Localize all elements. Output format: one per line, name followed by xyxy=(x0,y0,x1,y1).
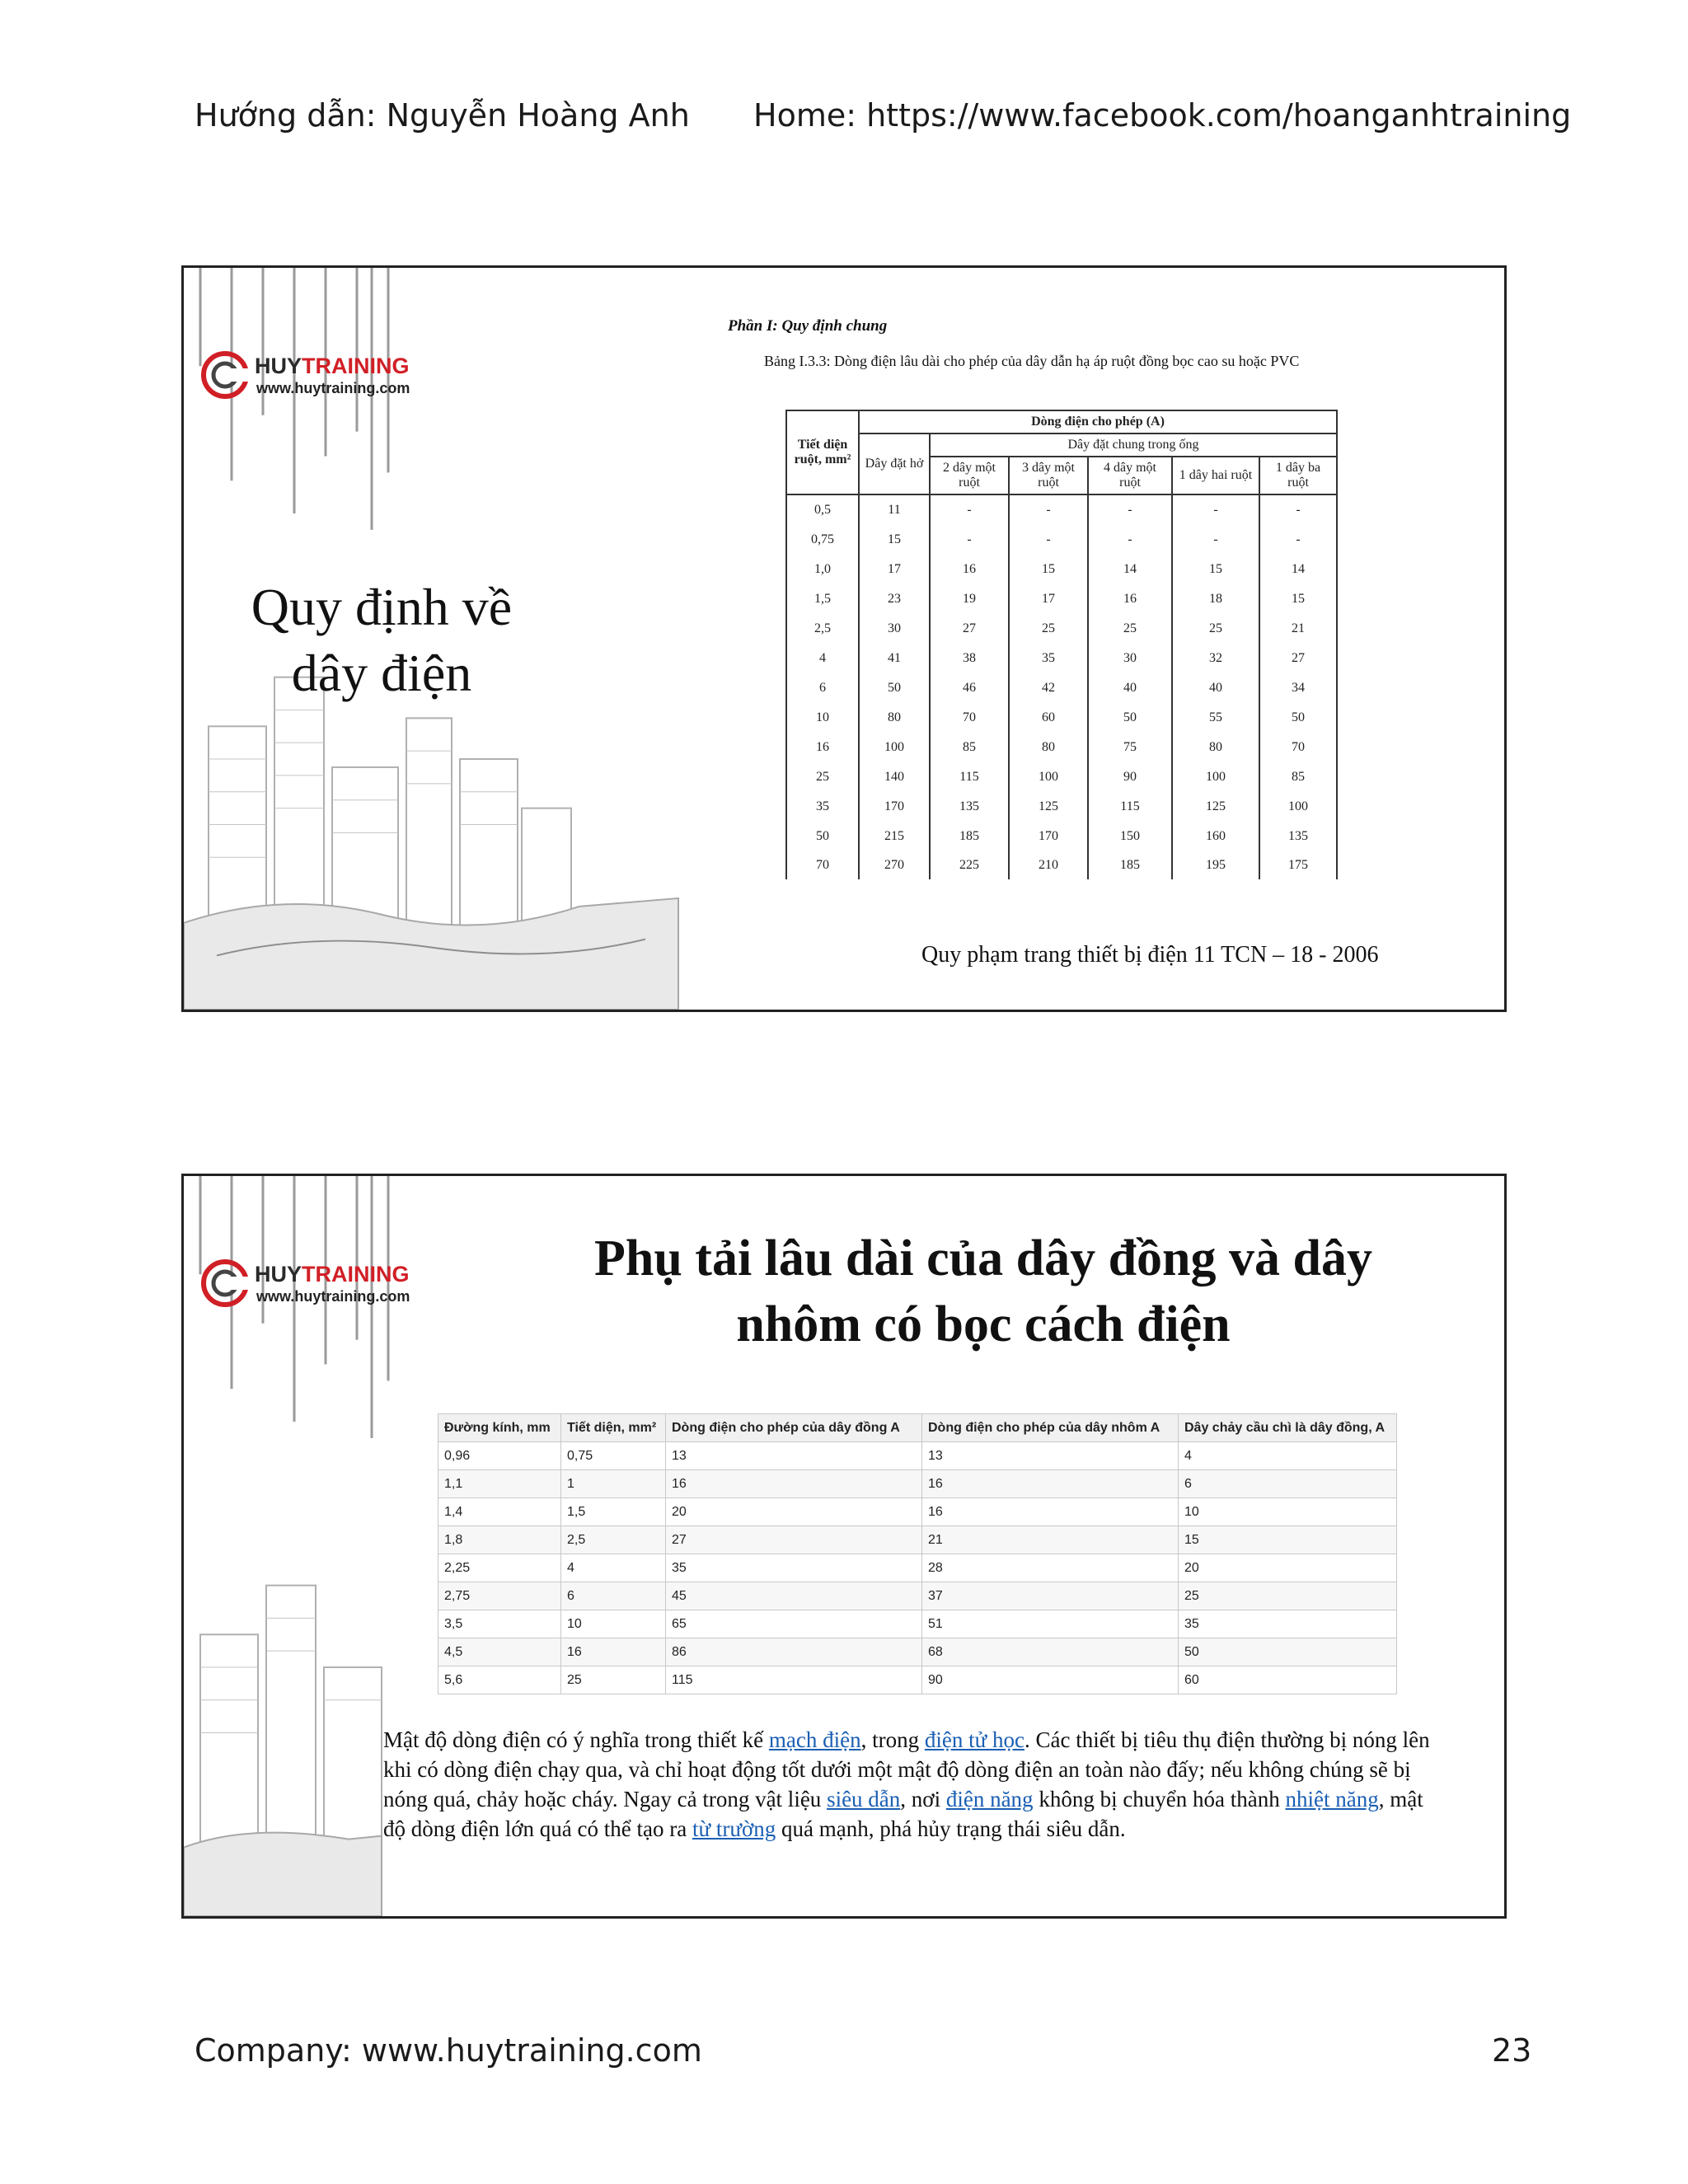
table-cell: 16 xyxy=(930,555,1009,584)
table-cell: 70 xyxy=(786,851,859,879)
table-cell: 17 xyxy=(859,555,930,584)
table-row xyxy=(786,703,1337,733)
table-cell: 30 xyxy=(1088,644,1172,673)
huytraining-logo xyxy=(200,350,448,408)
table-cell: 100 xyxy=(859,733,930,762)
table-cell: 115 xyxy=(666,1666,922,1694)
table-cell: 30 xyxy=(859,614,930,644)
table-cell: 10 xyxy=(786,703,859,733)
table-cell: 15 xyxy=(1009,555,1088,584)
table-cell: 55 xyxy=(1172,703,1259,733)
para-text: , trong xyxy=(860,1727,925,1752)
table-row xyxy=(438,1666,1397,1694)
table-cell: - xyxy=(1259,494,1337,525)
table-cell: 0,75 xyxy=(786,525,859,555)
logo-name-huy: HUY xyxy=(255,354,302,378)
table-cell: 80 xyxy=(859,703,930,733)
table-cell: 35 xyxy=(786,792,859,822)
table-row xyxy=(786,614,1337,644)
table-row xyxy=(786,584,1337,614)
huytraining-logo-icon xyxy=(200,350,250,400)
col-fuse-wire: Dây chảy cầu chì là dây đồng, A xyxy=(1179,1414,1397,1442)
logo-name-training: TRAINING xyxy=(302,1262,410,1286)
table-row xyxy=(438,1638,1397,1666)
table-cell: 50 xyxy=(1259,703,1337,733)
logo-name xyxy=(255,354,410,379)
table-cell: 15 xyxy=(1259,584,1337,614)
link-mach-dien[interactable]: mạch điện xyxy=(768,1727,861,1752)
table-cell: 20 xyxy=(1179,1554,1397,1582)
table-cell: 20 xyxy=(666,1498,922,1526)
para-text: . Các thiết bị tiêu thụ điện thường bị nóng lên khi có dòng điện chạy qua, và chỉ hoạt động tốt dưới một mật độ dòng điện an toàn nào đấy; nếu không chúng sẽ bị nóng quá, chảy hoặc cháy. Ngay cả trong vật liệu xyxy=(383,1727,1430,1811)
table-cell: 6 xyxy=(786,673,859,703)
allowable-current-table-body xyxy=(786,494,1337,879)
page-number: 23 xyxy=(1492,2032,1532,2069)
table-cell: 13 xyxy=(666,1442,922,1470)
col-4wire: 4 dây một ruột xyxy=(1088,457,1172,494)
table-row xyxy=(786,525,1337,555)
table-row xyxy=(786,822,1337,851)
table-cell: - xyxy=(1172,494,1259,525)
table-cell: 37 xyxy=(922,1582,1179,1610)
slide1-title xyxy=(217,574,546,706)
table-cell: 25 xyxy=(1172,614,1259,644)
table-cell: - xyxy=(1259,525,1337,555)
table-cell: 27 xyxy=(930,614,1009,644)
para-text: , nơi xyxy=(900,1787,946,1811)
table-cell: 70 xyxy=(1259,733,1337,762)
table-cell: 4 xyxy=(561,1554,666,1582)
table-cell: 28 xyxy=(922,1554,1179,1582)
table-cell: - xyxy=(930,494,1009,525)
slide2-title xyxy=(505,1226,1461,1357)
table-cell: 1,0 xyxy=(786,555,859,584)
table-cell: 135 xyxy=(1259,822,1337,851)
table-cell: 210 xyxy=(1009,851,1088,879)
doc-table-caption: Bảng I.3.3: Dòng điện lâu dài cho phép của dây dẫn hạ áp ruột đồng bọc cao su hoặc PVC xyxy=(764,353,1300,369)
para-text: , mật độ dòng điện lớn quá có thể tạo ra xyxy=(383,1787,1423,1841)
allowable-current-table xyxy=(785,410,1338,879)
table-row xyxy=(786,555,1337,584)
table-cell: 195 xyxy=(1172,851,1259,879)
table-row xyxy=(786,494,1337,525)
doc-part-heading: Phần I: Quy định chung xyxy=(728,317,888,335)
table-cell: 25 xyxy=(1088,614,1172,644)
header-author: Hướng dẫn: Nguyễn Hoàng Anh xyxy=(195,97,690,134)
table-cell: 40 xyxy=(1172,673,1259,703)
table-cell: 50 xyxy=(786,822,859,851)
table-cell: - xyxy=(1009,525,1088,555)
slide-wire-load xyxy=(181,1174,1507,1919)
table-row xyxy=(786,673,1337,703)
table-cell: 0,75 xyxy=(561,1442,666,1470)
col-1wire-3core: 1 dây ba ruột xyxy=(1259,457,1337,494)
table-cell: - xyxy=(1088,525,1172,555)
table-cell: 25 xyxy=(561,1666,666,1694)
table-cell: 100 xyxy=(1009,762,1088,792)
table-cell: 140 xyxy=(859,762,930,792)
table-cell: 2,5 xyxy=(786,614,859,644)
table-cell: 40 xyxy=(1088,673,1172,703)
table-cell: 115 xyxy=(930,762,1009,792)
table-cell: 4,5 xyxy=(438,1638,561,1666)
table-cell: 270 xyxy=(859,851,930,879)
table-cell: 32 xyxy=(1172,644,1259,673)
table-cell: 0,96 xyxy=(438,1442,561,1470)
table-cell: 38 xyxy=(930,644,1009,673)
table-row xyxy=(438,1554,1397,1582)
table-row xyxy=(786,851,1337,879)
table-row xyxy=(786,762,1337,792)
table-row xyxy=(438,1526,1397,1554)
col-section: Tiết diện ruột, mm² xyxy=(786,410,859,494)
link-dien-tu-hoc[interactable]: điện tử học xyxy=(924,1727,1025,1752)
table-cell: 2,5 xyxy=(561,1526,666,1554)
col-current: Dòng điện cho phép (A) xyxy=(859,410,1337,434)
table-cell: 41 xyxy=(859,644,930,673)
table-cell: 65 xyxy=(666,1610,922,1638)
regulation-reference: Quy phạm trang thiết bị điện 11 TCN – 18 - 2006 xyxy=(921,942,1379,968)
logo-url: www.huytraining.com xyxy=(256,1288,410,1305)
logo-name xyxy=(255,1262,410,1287)
table-cell: - xyxy=(1088,494,1172,525)
huytraining-logo-icon xyxy=(200,1258,250,1308)
col-open: Dây đặt hở xyxy=(859,434,930,494)
table-cell: 35 xyxy=(666,1554,922,1582)
table-cell: 16 xyxy=(666,1470,922,1498)
table-cell: 6 xyxy=(1179,1470,1397,1498)
table-cell: 100 xyxy=(1172,762,1259,792)
table-row xyxy=(438,1582,1397,1610)
table-cell: 170 xyxy=(859,792,930,822)
table-row xyxy=(438,1442,1397,1470)
table-cell: 50 xyxy=(859,673,930,703)
table-cell: 1,4 xyxy=(438,1498,561,1526)
table-cell: 19 xyxy=(930,584,1009,614)
table-cell: 80 xyxy=(1172,733,1259,762)
table-cell: 4 xyxy=(1179,1442,1397,1470)
table-cell: 170 xyxy=(1009,822,1088,851)
para-text: Mật độ dòng điện có ý nghĩa trong thiết kế xyxy=(383,1727,769,1752)
table-cell: 16 xyxy=(1088,584,1172,614)
table-cell: 1,5 xyxy=(561,1498,666,1526)
table-cell: 4 xyxy=(786,644,859,673)
col-3wire: 3 dây một ruột xyxy=(1009,457,1088,494)
table-cell: 50 xyxy=(1088,703,1172,733)
table-cell: 2,25 xyxy=(438,1554,561,1582)
table-cell: 25 xyxy=(786,762,859,792)
table-cell: 5,6 xyxy=(438,1666,561,1694)
table-cell: 16 xyxy=(786,733,859,762)
table-row xyxy=(786,792,1337,822)
table-row xyxy=(438,1470,1397,1498)
table-cell: 135 xyxy=(930,792,1009,822)
table-cell: 100 xyxy=(1259,792,1337,822)
link-tu-truong[interactable]: từ trường xyxy=(692,1816,776,1841)
table-cell: 50 xyxy=(1179,1638,1397,1666)
slide2-title-line2: nhôm có bọc cách điện xyxy=(736,1296,1231,1352)
table-cell: 42 xyxy=(1009,673,1088,703)
huytraining-logo xyxy=(200,1258,448,1316)
table-cell: 35 xyxy=(1179,1610,1397,1638)
logo-url: www.huytraining.com xyxy=(256,380,410,396)
slide1-title-line1: Quy định về xyxy=(251,578,513,636)
col-aluminum-current: Dòng điện cho phép của dây nhôm A xyxy=(922,1414,1179,1442)
table-cell: 2,75 xyxy=(438,1582,561,1610)
table-cell: 1,8 xyxy=(438,1526,561,1554)
table-row xyxy=(786,644,1337,673)
table-cell: 17 xyxy=(1009,584,1088,614)
table-row xyxy=(786,733,1337,762)
table-row xyxy=(438,1498,1397,1526)
table-cell: 46 xyxy=(930,673,1009,703)
table-cell: 150 xyxy=(1088,822,1172,851)
link-sieu-dan[interactable]: siêu dẫn xyxy=(827,1787,901,1811)
table-cell: 175 xyxy=(1259,851,1337,879)
table-cell: 13 xyxy=(922,1442,1179,1470)
table-cell: 16 xyxy=(561,1638,666,1666)
table-cell: 27 xyxy=(1259,644,1337,673)
table-cell: 34 xyxy=(1259,673,1337,703)
table-cell: - xyxy=(930,525,1009,555)
table-cell: 90 xyxy=(1088,762,1172,792)
table-cell: 1,5 xyxy=(786,584,859,614)
col-copper-current: Dòng điện cho phép của dây đồng A xyxy=(666,1414,922,1442)
table-cell: 15 xyxy=(1179,1526,1397,1554)
table-cell: 60 xyxy=(1009,703,1088,733)
para-text: không bị chuyển hóa thành xyxy=(1033,1787,1286,1811)
table-cell: 25 xyxy=(1179,1582,1397,1610)
table-cell: 14 xyxy=(1259,555,1337,584)
current-density-paragraph xyxy=(383,1725,1447,1844)
table-cell: 70 xyxy=(930,703,1009,733)
table-cell: 86 xyxy=(666,1638,922,1666)
col-1wire-2core: 1 dây hai ruột xyxy=(1172,457,1259,494)
table-cell: 16 xyxy=(922,1470,1179,1498)
table-cell: - xyxy=(1172,525,1259,555)
table-cell: 45 xyxy=(666,1582,922,1610)
table-cell: 18 xyxy=(1172,584,1259,614)
table-cell: 60 xyxy=(1179,1666,1397,1694)
table-cell: 185 xyxy=(930,822,1009,851)
table-cell: 185 xyxy=(1088,851,1172,879)
table-cell: 90 xyxy=(922,1666,1179,1694)
table-cell: 215 xyxy=(859,822,930,851)
logo-name-training: TRAINING xyxy=(302,354,410,378)
table-cell: 51 xyxy=(922,1610,1179,1638)
table-cell: 1 xyxy=(561,1470,666,1498)
table-cell: 10 xyxy=(1179,1498,1397,1526)
slide2-title-line1: Phụ tải lâu dài của dây đồng và dây xyxy=(593,1230,1373,1286)
table-cell: 25 xyxy=(1009,614,1088,644)
logo-name-huy: HUY xyxy=(255,1262,302,1286)
col-diameter: Đường kính, mm xyxy=(438,1414,561,1442)
table-cell: 11 xyxy=(859,494,930,525)
table-cell: 125 xyxy=(1172,792,1259,822)
table-cell: 27 xyxy=(666,1526,922,1554)
col-conduit: Dây đặt chung trong ống xyxy=(930,434,1337,457)
table-cell: 15 xyxy=(1172,555,1259,584)
table-cell: 160 xyxy=(1172,822,1259,851)
table-cell: 75 xyxy=(1088,733,1172,762)
table-cell: 225 xyxy=(930,851,1009,879)
slide-wire-regulations xyxy=(181,265,1507,1012)
table-cell: 14 xyxy=(1088,555,1172,584)
table-cell: - xyxy=(1009,494,1088,525)
link-dien-nang[interactable]: điện năng xyxy=(945,1787,1034,1811)
table-cell: 16 xyxy=(922,1498,1179,1526)
header-home-link[interactable]: Home: https://www.facebook.com/hoanganhtraining xyxy=(753,97,1572,134)
table-cell: 85 xyxy=(930,733,1009,762)
table-cell: 35 xyxy=(1009,644,1088,673)
col-section: Tiết diện, mm² xyxy=(561,1414,666,1442)
table-cell: 3,5 xyxy=(438,1610,561,1638)
table-cell: 68 xyxy=(922,1638,1179,1666)
table-cell: 80 xyxy=(1009,733,1088,762)
table-cell: 21 xyxy=(1259,614,1337,644)
table-cell: 10 xyxy=(561,1610,666,1638)
table-row xyxy=(438,1610,1397,1638)
table-cell: 1,1 xyxy=(438,1470,561,1498)
footer-company: Company: www.huytraining.com xyxy=(195,2032,702,2069)
table-cell: 21 xyxy=(922,1526,1179,1554)
slide1-title-line2: dây điện xyxy=(291,644,472,702)
table-cell: 15 xyxy=(859,525,930,555)
table-cell: 115 xyxy=(1088,792,1172,822)
para-text: quá mạnh, phá hủy trạng thái siêu dẫn. xyxy=(776,1816,1126,1841)
wire-load-table-body xyxy=(438,1442,1397,1694)
table-cell: 85 xyxy=(1259,762,1337,792)
table-cell: 6 xyxy=(561,1582,666,1610)
table-cell: 125 xyxy=(1009,792,1088,822)
table-cell: 0,5 xyxy=(786,494,859,525)
link-nhiet-nang[interactable]: nhiệt năng xyxy=(1285,1787,1379,1811)
table-cell: 23 xyxy=(859,584,930,614)
wire-load-table xyxy=(438,1413,1397,1694)
col-2wire: 2 dây một ruột xyxy=(930,457,1009,494)
